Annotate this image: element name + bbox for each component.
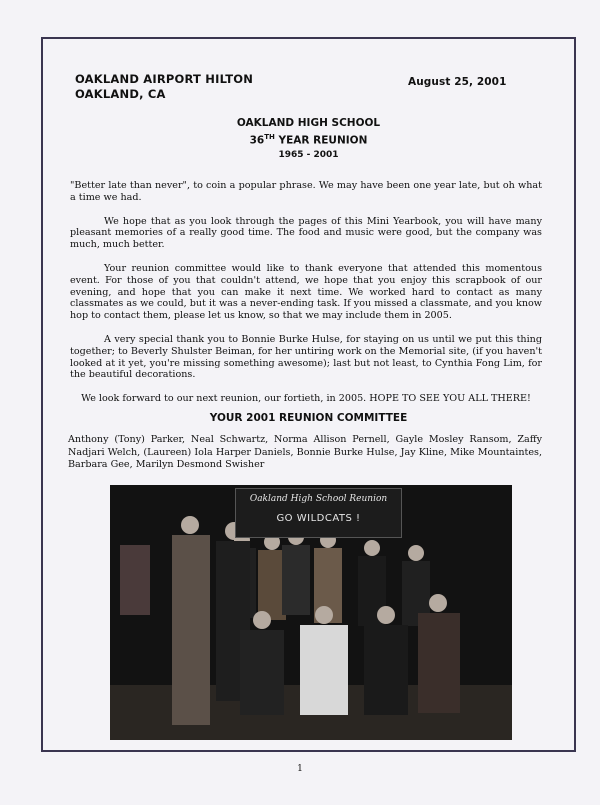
paragraph-closing: We look forward to our next reunion, our fortieth, in 2005. HOPE TO SEE YOU ALL THERE! (81, 393, 531, 405)
group-photo (110, 485, 512, 740)
event-date: August 25, 2001 (408, 76, 507, 88)
school-name: OAKLAND HIGH SCHOOL (236, 117, 381, 129)
banner-school-text: Oakland High School Reunion (249, 494, 388, 504)
venue-city: OAKLAND, CA (75, 87, 166, 101)
paragraph-thanks: Your reunion committee would like to thank everyone that attended this momentous event. For those of you that couldn't attend, we hope that you enjoy this scrapbook of our evening, and hope that you can make it next time. We worked hard to contact as many classmates as we could, but it was a never-ending task. If you missed a classmate, and you know hop to contact them, please let us know, so that we may include them in 2005. (70, 262, 542, 322)
paragraph-special-thanks: A very special thank you to Bonnie Burke Hulse, for staying on us until we put this thing together; to Beverly Shulster Beiman, for her untiring work on the Memorial site, (if you haven't looked at it yet, you're missing something awesome); last but not least, to Cynthia Fong Lim, for the beautiful decorations. (70, 333, 542, 381)
reunion-suffix: TH (264, 133, 275, 141)
reunion-title (41, 130, 576, 148)
reunion-years: 1965 - 2001 (278, 149, 339, 160)
venue-block (75, 72, 253, 102)
banner-cheer-text: GO WILDCATS ! (276, 513, 361, 524)
paragraph-intro: "Better late than never", to coin a popular phrase. We may have been one year late, but oh what a time we had. (70, 180, 542, 203)
committee-names: Anthony (Tony) Parker, Neal Schwartz, Norma Allison Pernell, Gayle Mosley Ransom, Zaffy Nadjari Welch, (Laureen) Iola Harper Daniels, Bonnie Burke Hulse, Jay Kline, Mike Mountaintes, Barbara Gee, Marilyn Desmond Swisher (68, 434, 542, 470)
reunion-banner (235, 488, 402, 538)
reunion-rest: YEAR REUNION (274, 134, 368, 147)
committee-title: YOUR 2001 REUNION COMMITTEE (209, 412, 408, 424)
title-block (41, 116, 576, 162)
letter-body (70, 180, 542, 417)
paragraph-yearbook: We hope that as you look through the pages of this Mini Yearbook, you will have many pleasant memories of a really good time. The food and music were good, but the company was much, much better. (70, 215, 542, 251)
venue-name: OAKLAND AIRPORT HILTON (75, 72, 254, 86)
page-number: 1 (297, 764, 303, 774)
reunion-number: 36 (249, 134, 265, 147)
left-decoration (120, 545, 150, 615)
